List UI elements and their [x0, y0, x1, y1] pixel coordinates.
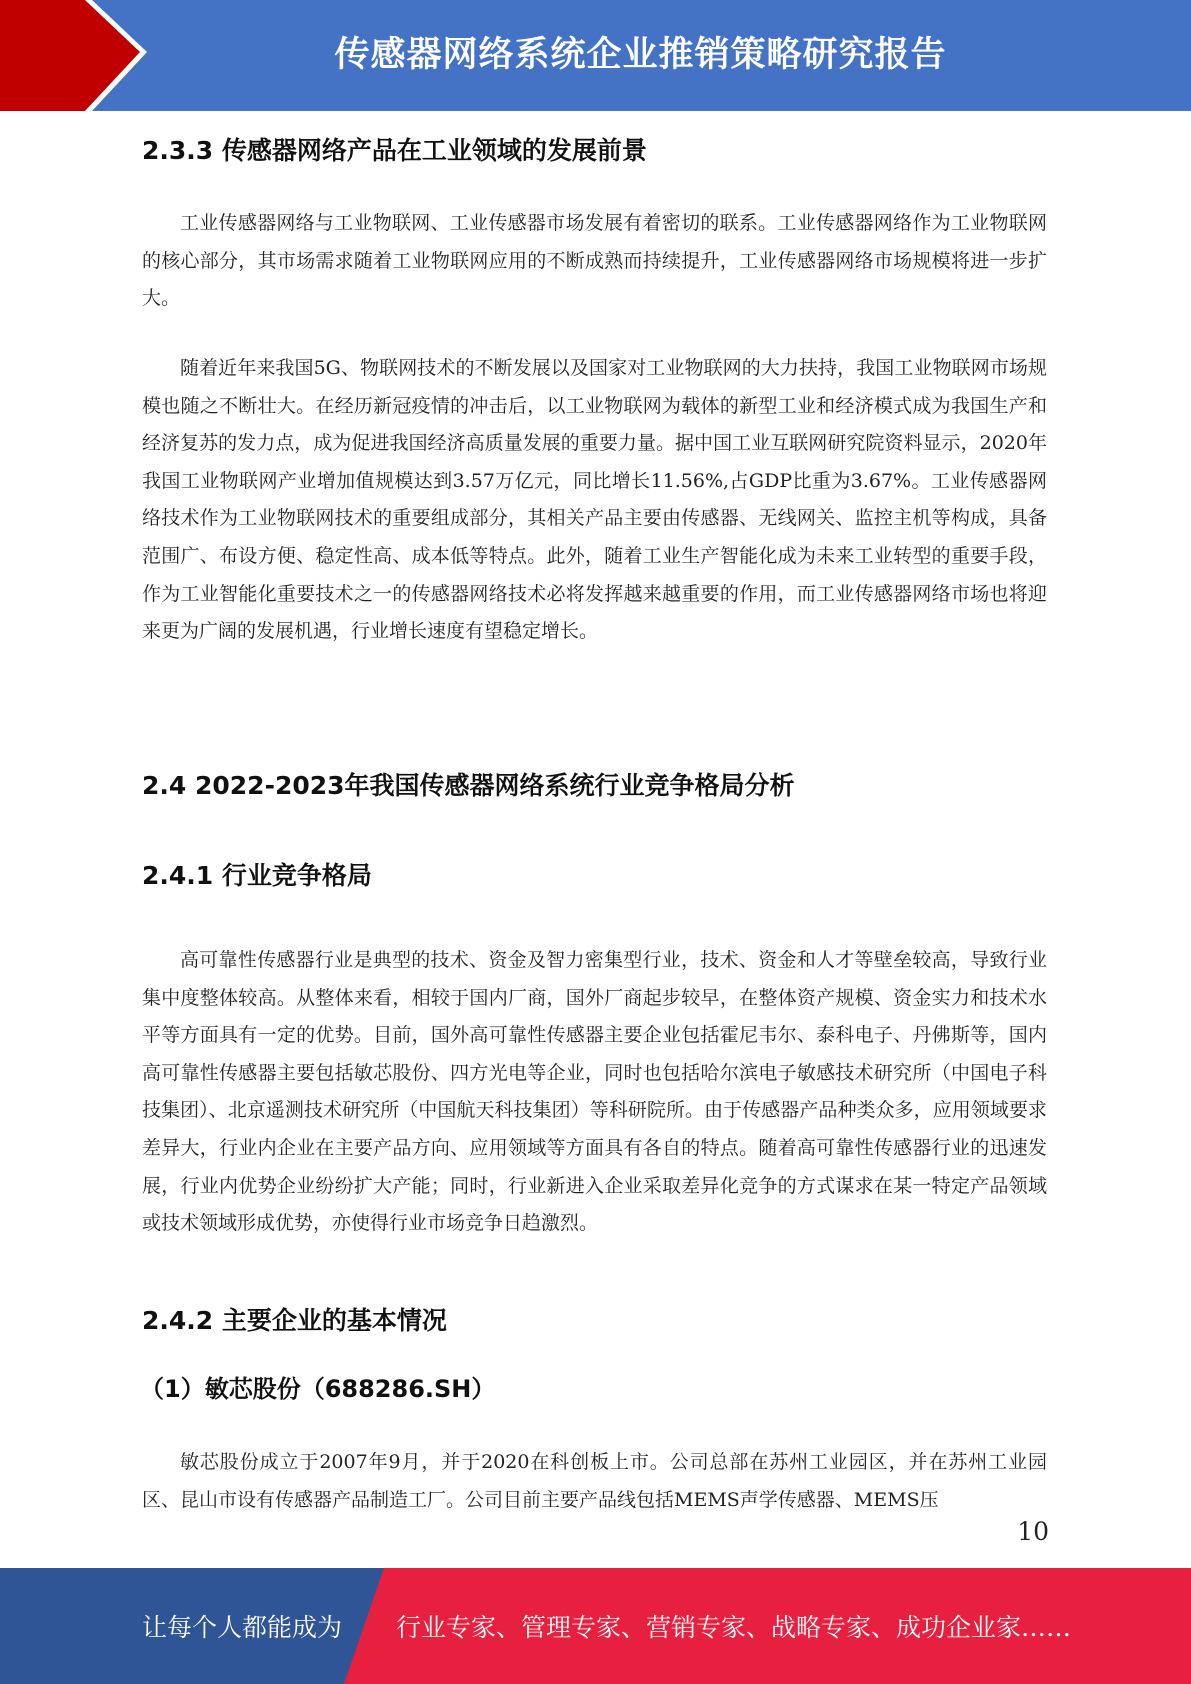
page-footer	[0, 1568, 1191, 1684]
page-number: 10	[1017, 1517, 1049, 1546]
paragraph: 随着近年来我国5G、物联网技术的不断发展以及国家对工业物联网的大力扶持，我国工业物联网市场规模也随之不断壮大。在经历新冠疫情的冲击后，以工业物联网为载体的新型工业和经济模式成为我国生产和经济复苏的发力点，成为促进我国经济高质量发展的重要力量。据中国工业互联网研究院资料显示，2020年我国工业物联网产业增加值规模达到3.57万亿元，同比增长11.56%,占GDP比重为3.67%。工业传感器网络技术作为工业物联网技术的重要组成部分，其相关产品主要由传感器、无线网关、监控主机等构成，具备范围广、布设方便、稳定性高、成本低等特点。此外，随着工业生产智能化成为未来工业转型的重要手段，作为工业智能化重要技术之一的传感器网络技术必将发挥越来越重要的作用，而工业传感器网络市场也将迎来更为广阔的发展机遇，行业增长速度有望稳定增长。	[142, 357, 1047, 643]
page-header	[0, 0, 1191, 111]
paragraph: 敏芯股份成立于2007年9月，并于2020在科创板上市。公司总部在苏州工业园区，并在苏州工业园区、昆山市设有传感器产品制造工厂。公司目前主要产品线包括MEMS声学传感器、MEMS压	[142, 1451, 1047, 1511]
header-title: 传感器网络系统企业推销策略研究报告	[334, 35, 947, 75]
footer-slogan-left: 让每个人都能成为	[142, 1613, 343, 1642]
section-heading-2-4-2: 2.4.2 主要企业的基本情况	[142, 1306, 447, 1335]
paragraph: 高可靠性传感器行业是典型的技术、资金及智力密集型行业，技术、资金和人才等壁垒较高，导致行业集中度整体较高。从整体来看，相较于国内厂商，国外厂商起步较早，在整体资产规模、资金实力和技术水平等方面具有一定的优势。目前，国外高可靠性传感器主要企业包括霍尼韦尔、泰科电子、丹佛斯等，国内高可靠性传感器主要包括敏芯股份、四方光电等企业，同时也包括哈尔滨电子敏感技术研究所（中国电子科技集团）、北京遥测技术研究所（中国航天科技集团）等科研院所。由于传感器产品种类众多，应用领域要求差异大，行业内企业在主要产品方向、应用领域等方面具有各自的特点。随着高可靠性传感器行业的迅速发展，行业内优势企业纷纷扩大产能；同时，行业新进入企业采取差异化竞争的方式谋求在某一特定产品领域或技术领域形成优势，亦使得行业市场竞争日趋激烈。	[142, 949, 1047, 1235]
section-heading-2-3-3: 2.3.3 传感器网络产品在工业领域的发展前景	[142, 136, 647, 165]
section-heading-2-4-1: 2.4.1 行业竞争格局	[142, 861, 372, 890]
footer-slogan-right: 行业专家、管理专家、营销专家、战略专家、成功企业家……	[396, 1613, 1072, 1642]
paragraph: 工业传感器网络与工业物联网、工业传感器市场发展有着密切的联系。工业传感器网络作为工业物联网的核心部分，其市场需求随着工业物联网应用的不断成熟而持续提升，工业传感器网络市场规模将进一步扩大。	[142, 212, 1047, 310]
section-heading-2-4: 2.4 2022-2023年我国传感器网络系统行业竞争格局分析	[142, 771, 795, 800]
subsection-heading-company: （1）敏芯股份（688286.SH）	[140, 1375, 496, 1403]
